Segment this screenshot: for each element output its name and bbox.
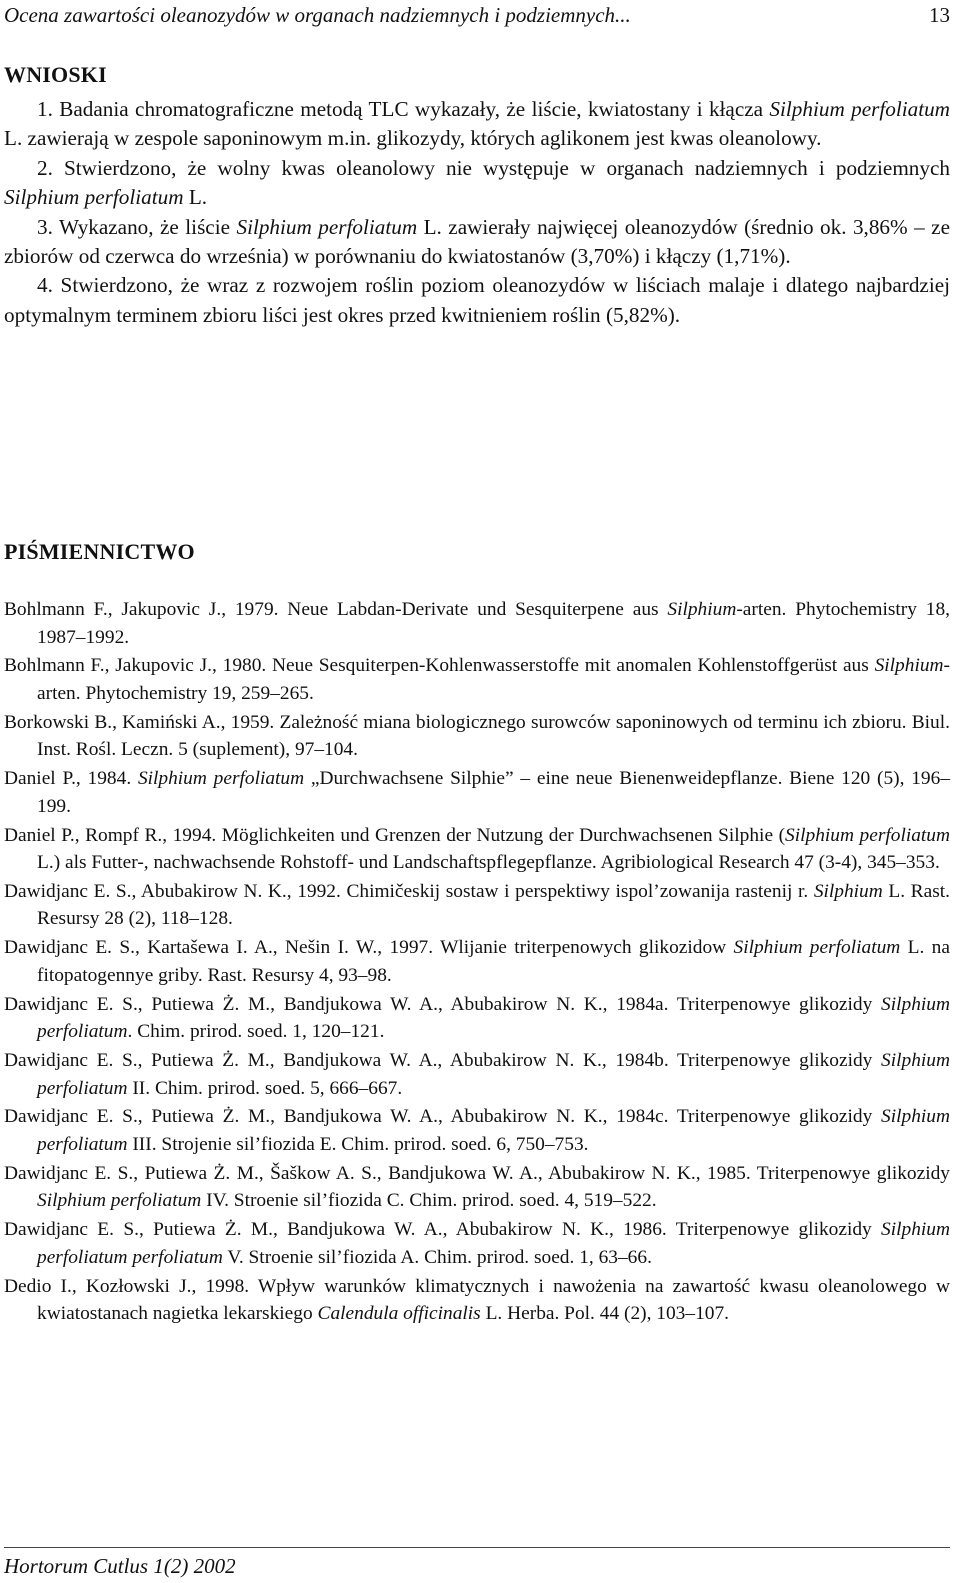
reference-entry: [4, 1216, 950, 1271]
text-run: Dawidjanc E. S., Putiewa Ż. M., Bandjukowa W. A., Abubakirow N. K., 1984b. Triterpenowye glikozidy: [4, 1050, 882, 1071]
reference-entry: [4, 652, 950, 707]
reference-entry: [4, 1273, 950, 1328]
page-number: 13: [929, 3, 950, 27]
text-run: Dawidjanc E. S., Kartašewa I. A., Nešin I. W., 1997. Wlijanie triterpenowych glikozidow: [4, 937, 734, 959]
conclusions-list: [4, 95, 950, 330]
text-run: Daniel P., Rompf R., 1994. Möglichkeiten und Grenzen der Nutzung der Durchwachsenen Silphie (: [4, 824, 786, 846]
reference-entry: [4, 596, 950, 651]
italic-text: Silphium perfoliatum: [785, 824, 951, 846]
text-run: III. Strojenie sil’fiozida E. Chim. prirod. soed. 6, 750–753.: [127, 1133, 589, 1155]
conclusion-item: [4, 213, 950, 272]
italic-text: Silphium: [813, 880, 883, 902]
references-list: [4, 596, 950, 1329]
text-run: L.: [183, 185, 208, 210]
reference-entry: [4, 709, 950, 764]
text-run: Dawidjanc E. S., Putiewa Ż. M., Šaškow A. S., Bandjukowa W. A., Abubakirow N. K., 1985. Triterpenowye glikozidy: [4, 1162, 950, 1184]
text-run: Dedio I., Kozłowski J., 1998. Wpływ warunków klimatycznych i nawożenia na zawartość kwasu oleanolowego w kwiatostanach nagietka lekarskiego: [4, 1275, 950, 1325]
text-run: L. Rast. Resursy 28 (2), 118–128.: [37, 880, 950, 930]
italic-text: Silphium perfoliatum: [37, 1050, 950, 1099]
italic-text: Silphium perfoliatum: [137, 768, 305, 790]
text-run: . Chim. prirod. soed. 1, 120–121.: [127, 1021, 385, 1043]
text-run: 1. Badania chromatograficzne metodą TLC wykazały, że liście, kwiatostany i kłącza: [37, 97, 770, 121]
text-run: 4. Stwierdzono, że wraz z rozwojem roślin poziom oleanozydów w liściach malaje i dlatego najbardziej optymalnym terminem zbioru liści jest okres przed kwitnieniem roślin (5,82%).: [4, 273, 950, 327]
references-heading: PIŚMIENNICTWO: [4, 539, 195, 564]
text-run: -arten. Phytochemistry 18, 1987–1992.: [37, 599, 951, 648]
conclusion-item: [4, 154, 950, 213]
italic-text: Silphium perfoliatum perfoliatum: [37, 1219, 950, 1268]
italic-text: Silphium perfoliatum: [4, 185, 184, 210]
italic-text: Calendula officinalis: [317, 1303, 481, 1325]
reference-entry: [4, 1103, 950, 1158]
text-run: II. Chim. prirod. soed. 5, 666–667.: [127, 1077, 403, 1099]
reference-entry: [4, 878, 950, 933]
text-run: L.) als Futter-, nachwachsende Rohstoff- und Landschaftspflegepflanze. Agribiological Research 47 (3-4), 345–353.: [37, 852, 940, 874]
reference-entry: [4, 934, 950, 989]
text-run: Bohlmann F., Jakupovic J., 1980. Neue Sesquiterpen-Kohlenwasserstoffe mit anomalen Kohlenstoffgerüst aus: [4, 655, 875, 677]
italic-text: Silphium: [667, 599, 737, 620]
italic-text: Silphium: [874, 655, 944, 677]
journal-footer: Hortorum Cutlus 1(2) 2002: [4, 1554, 236, 1578]
italic-text: Silphium perfoliatum: [769, 97, 950, 121]
text-run: L. na fitopatogennye griby. Rast. Resursy 4, 93–98.: [37, 937, 950, 986]
text-run: L. zawierały najwięcej oleanozydów (średnio ok. 3,86% – ze zbiorów od czerwca do września) w porównaniu do kwiatostanów (3,70%) i kłączy (1,71%).: [4, 214, 950, 269]
text-run: 3. Wykazano, że liście: [37, 214, 237, 239]
footer-divider: [4, 1547, 950, 1548]
reference-entry: [4, 991, 950, 1046]
text-run: V. Stroenie sil’fiozida A. Chim. prirod. soed. 1, 63–66.: [222, 1246, 652, 1268]
text-run: Dawidjanc E. S., Abubakirow N. K., 1992. Chimičeskij sostaw i perspektiwy ispol’zowanija rastenij r.: [4, 880, 814, 902]
text-run: „Durchwachsene Silphie” – eine neue Bienenweidepflanze. Biene 120 (5), 196–199.: [37, 768, 951, 817]
conclusions-heading: WNIOSKI: [4, 62, 107, 87]
reference-entry: [4, 822, 950, 877]
conclusion-item: [4, 95, 950, 154]
text-run: Bohlmann F., Jakupovic J., 1979. Neue Labdan-Derivate und Sesquiterpene aus: [4, 599, 668, 620]
reference-entry: [4, 765, 950, 820]
text-run: Dawidjanc E. S., Putiewa Ż. M., Bandjukowa W. A., Abubakirow N. K., 1984c. Triterpenowye glikozidy: [4, 1106, 882, 1128]
conclusion-item: [4, 271, 950, 330]
text-run: L. zawierają w zespole saponinowym m.in. glikozydy, których aglikonem jest kwas oleanolowy.: [4, 126, 822, 151]
text-run: Daniel P., 1984.: [4, 768, 138, 790]
italic-text: Silphium perfoliatum: [733, 937, 901, 959]
italic-text: Silphium perfoliatum: [37, 1190, 202, 1212]
reference-entry: [4, 1047, 950, 1102]
text-run: Dawidjanc E. S., Putiewa Ż. M., Bandjukowa W. A., Abubakirow N. K., 1984a. Triterpenowye glikozidy: [4, 993, 882, 1015]
text-run: Dawidjanc E. S., Putiewa Ż. M., Bandjukowa W. A., Abubakirow N. K., 1986. Triterpenowye glikozidy: [4, 1219, 882, 1241]
italic-text: Silphium perfoliatum: [236, 214, 418, 239]
italic-text: Silphium perfoliatum: [37, 993, 950, 1043]
text-run: IV. Stroenie sil’fiozida C. Chim. prirod. soed. 4, 519–522.: [201, 1190, 657, 1212]
text-run: -arten. Phytochemistry 19, 259–265.: [37, 655, 950, 704]
text-run: L. Herba. Pol. 44 (2), 103–107.: [480, 1303, 730, 1325]
running-header-title: Ocena zawartości oleanozydów w organach nadziemnych i podziemnych...: [4, 3, 631, 27]
italic-text: Silphium perfoliatum: [37, 1106, 950, 1155]
reference-entry: [4, 1160, 950, 1215]
text-run: 2. Stwierdzono, że wolny kwas oleanolowy nie występuje w organach nadziemnych i podziemnych: [37, 155, 950, 180]
text-run: Borkowski B., Kamiński A., 1959. Zależność miana biologicznego surowców saponinowych od terminu ich zbioru. Biul. Inst. Rośl. Leczn. 5 (suplement), 97–104.: [4, 711, 950, 761]
